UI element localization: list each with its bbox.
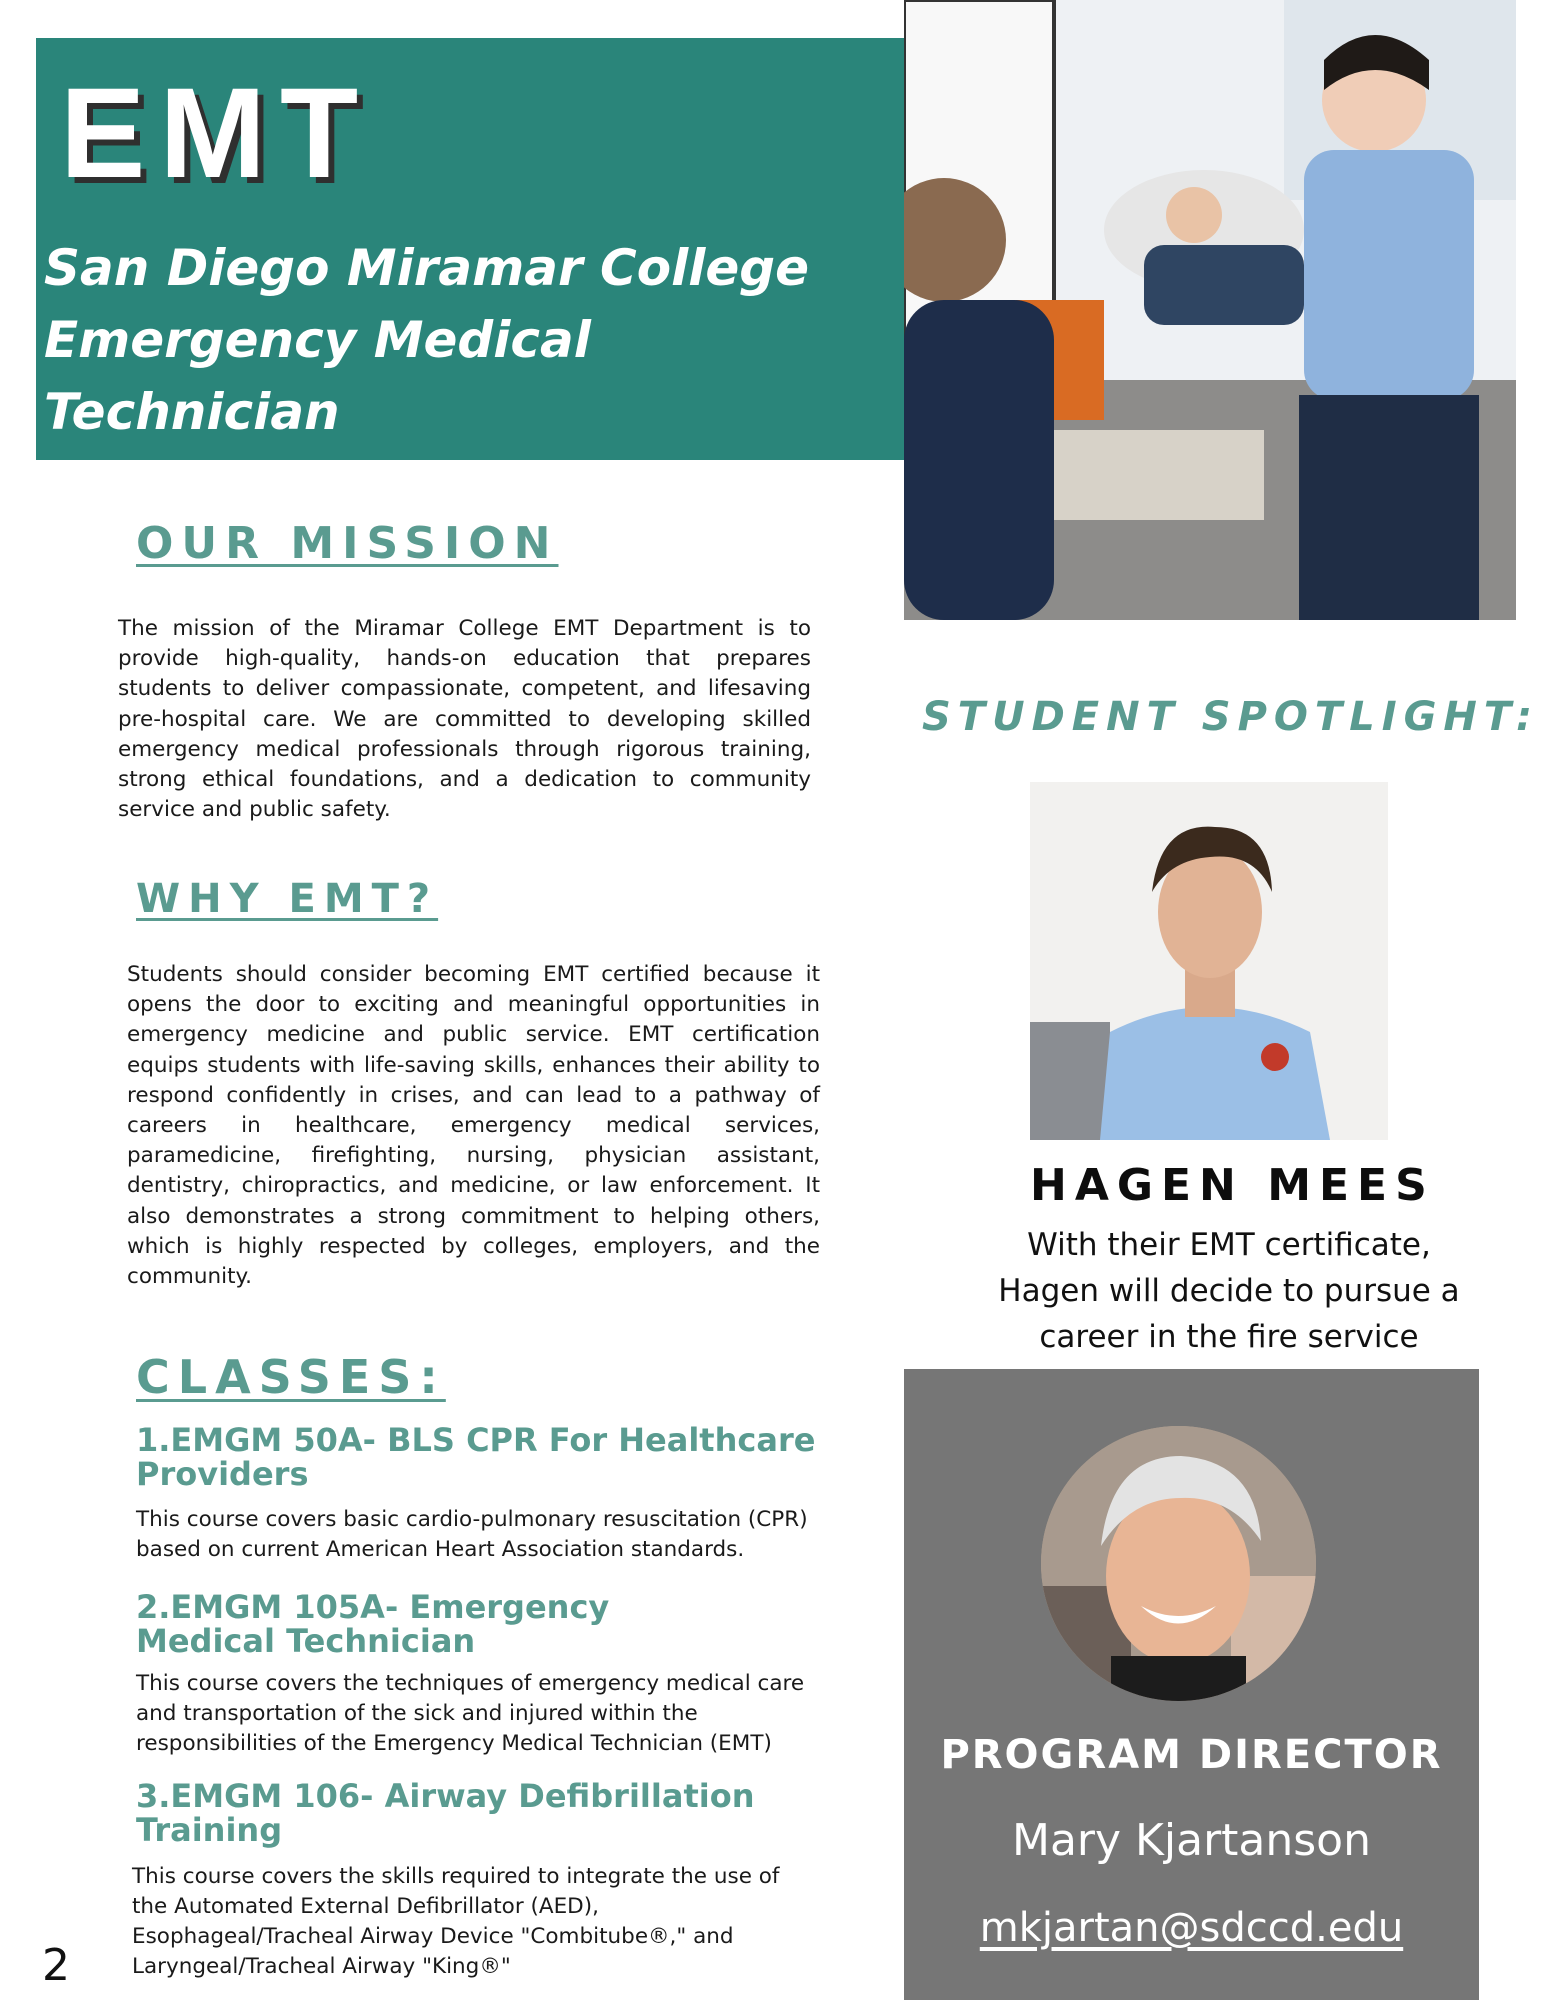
student-name: HAGEN MEES [1030,1160,1435,1211]
classes-heading: CLASSES: [136,1350,446,1404]
student-caption: With their EMT certificate, Hagen will decide to pursue a career in the fire service [998,1227,1460,1355]
why-emt-heading: WHY EMT? [136,876,439,922]
student-photo [1030,782,1388,1140]
program-director-panel [904,1369,1479,2000]
subtitle-line: Program [44,455,285,513]
class-title: 2.EMGM 105A- Emergency Medical Technician [136,1588,610,1660]
director-name: Mary Kjartanson [1011,1815,1371,1866]
director-email-link[interactable]: mkjartan@sdccd.edu [979,1905,1404,1951]
subtitle-line: Emergency Medical Technician [44,311,591,441]
class-title: 3.EMGM 106- Airway Defibrillation Training [136,1777,755,1849]
program-subtitle [44,232,894,520]
class-description: This course covers basic cardio-pulmonary resuscitation (CPR) based on current American Heart Association standards. [136,1507,808,1562]
page-number: 2 [42,1940,70,1991]
director-role: PROGRAM DIRECTOR [940,1732,1443,1778]
subtitle-line: San Diego Miramar College [44,239,809,297]
student-spotlight-heading: STUDENT SPOTLIGHT: [922,694,1539,740]
page-title: EMT [60,62,373,205]
class-description: This course covers the skills required to integrate the use of the Automated External Defibrillator (AED), Esophageal/Tracheal Airway Device "Combitube®," and Laryngeal/Tracheal Airway "King®" [132,1864,780,1979]
classroom-photo [904,0,1516,620]
class-title: 1.EMGM 50A- BLS CPR For Healthcare Providers [136,1421,816,1493]
director-avatar [1041,1426,1316,1701]
mission-text: The mission of the Miramar College EMT Department is to provide high-quality, hands-on education that prepares students to deliver compassionate, competent, and lifesaving pre-hospital care. We are committed to developing skilled emergency medical professionals through rigorous training, strong ethical foundations, and a dedication to community service and public safety. [118,616,811,823]
class-description: This course covers the techniques of emergency medical care and transportation of the sick and injured within the responsibilities of the Emergency Medical Technician (EMT) [136,1671,805,1756]
why-emt-text: Students should consider becoming EMT certified because it opens the door to exciting and meaningful opportunities in emergency medicine and public service. EMT certification equips students with life-saving skills, enhances their ability to respond confidently in crises, and can lead to a pathway of careers in healthcare, emergency medical services, paramedicine, firefighting, nursing, physician assistant, dentistry, chiropractics, and medicine, or law enforcement. It also demonstrates a strong commitment to helping others, which is highly respected by colleges, employers, and the community. [127,962,820,1290]
mission-heading: OUR MISSION [136,518,559,569]
